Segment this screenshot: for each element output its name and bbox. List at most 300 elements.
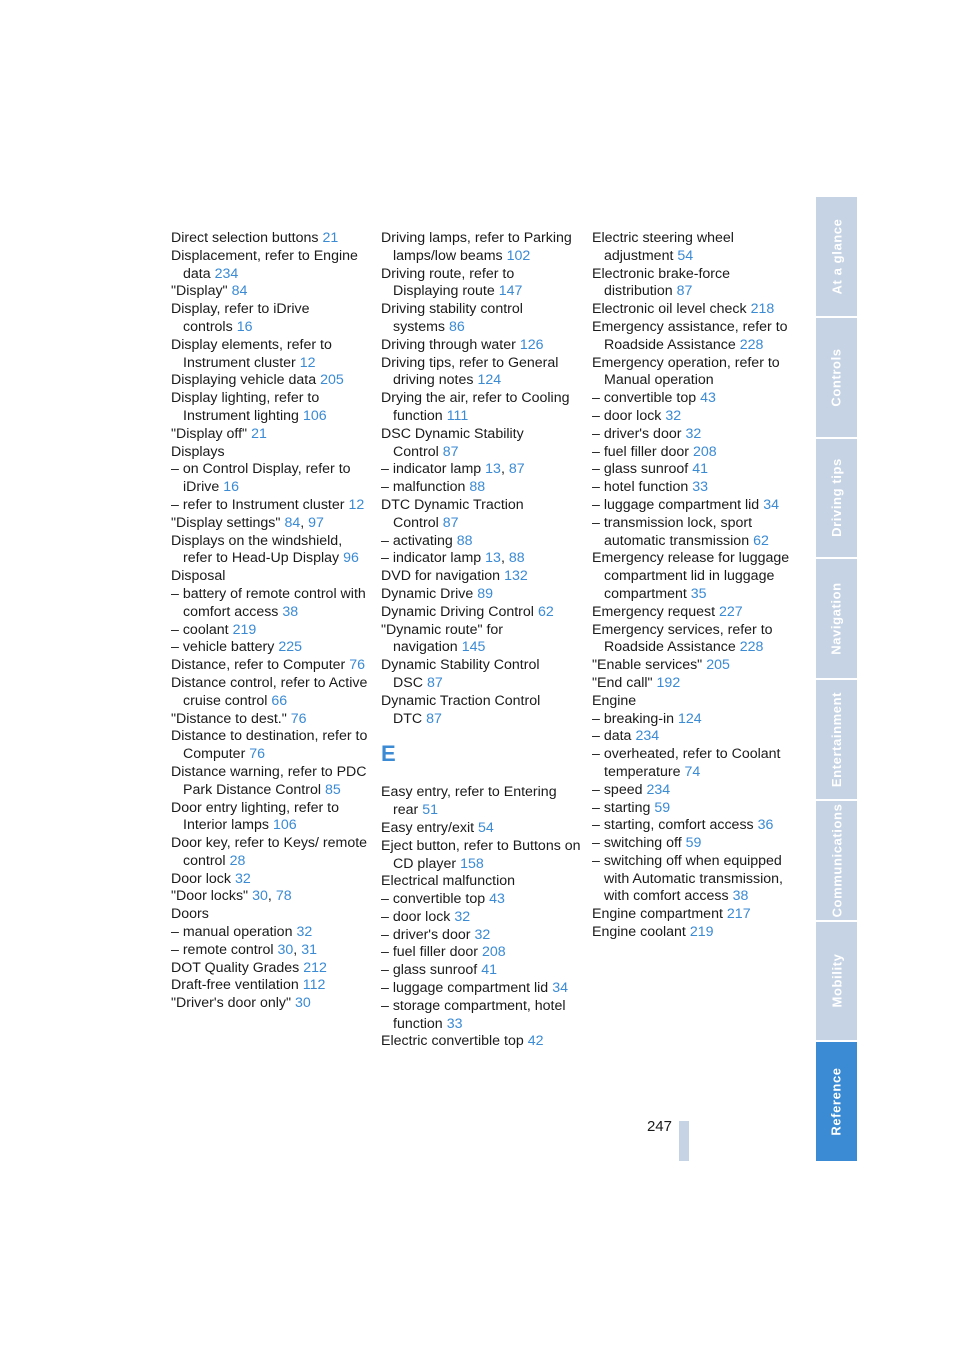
index-entry-text: Electrical malfunction [381, 873, 516, 890]
page-ref-separator: , [267, 888, 272, 905]
section-tab-at-a-glance[interactable] [816, 197, 857, 316]
page-ref-link[interactable]: 43 [489, 891, 505, 908]
page-ref-link[interactable]: 87 [676, 283, 693, 300]
page-ref-link[interactable]: 227 [719, 603, 743, 620]
page-ref-link[interactable]: 87 [442, 514, 459, 531]
index-entry-text: Door lock [171, 870, 231, 887]
index-entry-text: Draft-free ventilation [171, 977, 299, 994]
index-entry [592, 622, 792, 658]
index-entry-text: Driving through water [381, 336, 516, 353]
index-entry-text: – switching off when equipped with Automatic transmission, with comfort access [592, 852, 783, 905]
index-column-2 [381, 230, 581, 1051]
page-ref-link[interactable]: 106 [272, 817, 297, 834]
page-ref-link[interactable]: 30 [295, 995, 311, 1012]
index-entry [592, 675, 792, 693]
page-ref-link[interactable]: 228 [739, 639, 764, 656]
index-entry-text: – hotel function [592, 479, 689, 496]
index-entry-text: Driving stability control systems [381, 301, 523, 335]
index-entry [381, 301, 581, 337]
section-tabs [816, 197, 857, 1161]
index-entry [592, 550, 792, 603]
index-entry-text: Driving tips, refer to General driving notes [381, 354, 559, 389]
index-entry-text: Door entry lighting, refer to Interior lamps [171, 799, 339, 834]
page-ref-link[interactable]: 32 [665, 407, 682, 424]
index-entry-text: Eject button, refer to Buttons on CD player [381, 837, 581, 872]
index-entry [592, 461, 792, 479]
index-entry-text: – starting [592, 799, 651, 816]
index-entry-text: – indicator lamp [381, 550, 482, 567]
index-entry [381, 426, 581, 462]
page-ref-link[interactable]: 205 [706, 657, 730, 674]
index-entry [381, 497, 581, 533]
page-number: 247 [646, 1118, 672, 1135]
index-entry-text: Electronic oil level check [592, 301, 747, 318]
page-ref-link[interactable]: 208 [693, 443, 717, 460]
index-entry-text: Electric convertible top [381, 1033, 524, 1050]
index-entry-text: Driving lamps, refer to Parking lamps/low beams [381, 230, 572, 264]
index-entry [592, 711, 792, 729]
index-entry-text: Distance to destination, refer to Computer [171, 728, 368, 763]
section-tab-label: Controls [829, 348, 844, 407]
index-entry-text: – door lock [381, 908, 451, 925]
page-ref-link[interactable]: 33 [446, 1015, 463, 1032]
page-ref-link[interactable]: 74 [684, 763, 701, 780]
index-entry-text: "Driver's door only" [171, 995, 292, 1012]
index-entry [381, 998, 581, 1034]
index-entry [592, 604, 792, 622]
index-entry [171, 230, 371, 248]
section-tab-label: At a glance [829, 218, 844, 295]
index-entry [381, 550, 581, 568]
page-ref-link[interactable]: 76 [249, 746, 266, 763]
index-entry [381, 355, 581, 391]
section-tab-communications[interactable] [816, 801, 857, 920]
page-ref-link[interactable]: 234 [646, 781, 671, 798]
page-ref-link[interactable]: 33 [692, 479, 709, 496]
page-ref-link[interactable]: 225 [278, 639, 302, 656]
page-ref-separator: , [293, 941, 298, 958]
page-ref-link[interactable]: 31 [301, 941, 318, 958]
section-tab-label: Entertainment [829, 691, 845, 787]
index-entry-text: Emergency operation, refer to Manual operation [592, 354, 780, 389]
index-entry [171, 675, 371, 711]
page-ref-link[interactable]: 192 [656, 674, 681, 691]
page-ref-link[interactable]: 234 [635, 728, 660, 745]
index-entry [381, 980, 581, 998]
index-entry-text: Dynamic Traction Control DTC [381, 692, 541, 727]
index-entry [171, 924, 371, 942]
page-ref-link[interactable]: 59 [654, 799, 671, 816]
index-entry-text: – activating [381, 532, 453, 549]
section-tab-label: Navigation [829, 582, 844, 655]
page-ref-link[interactable]: 16 [236, 318, 253, 335]
index-entry [592, 230, 792, 266]
page-ref-link[interactable]: 126 [519, 336, 544, 353]
index-entry [171, 444, 371, 462]
index-entry-text: – fuel filler door [381, 944, 478, 961]
index-entry [171, 657, 371, 675]
page-ref-link[interactable]: 88 [456, 532, 473, 549]
index-entry [381, 604, 581, 622]
index-entry-text: – fuel filler door [592, 443, 689, 460]
index-entry [171, 906, 371, 924]
index-entry [171, 533, 371, 569]
index-entry-text: – malfunction [381, 479, 466, 496]
index-entry-text: Electric steering wheel adjustment [592, 230, 734, 264]
page-ref-link[interactable]: 13 [485, 461, 501, 478]
index-entry [381, 461, 581, 479]
index-entry-text: – breaking-in [592, 710, 675, 727]
index-entry-text: Display elements, refer to Instrument cluster [171, 336, 332, 371]
page-ref-link[interactable]: 218 [750, 301, 775, 318]
page-ref-link[interactable]: 87 [426, 674, 443, 691]
index-entry-text: – vehicle battery [171, 639, 275, 656]
page-ref-link[interactable]: 234 [214, 265, 239, 282]
index-entry [171, 372, 371, 390]
index-entry-text: "Door locks" [171, 888, 249, 905]
page-ref-link[interactable]: 36 [757, 817, 774, 834]
index-entry-text: – luggage compartment lid [592, 496, 760, 513]
page-ref-link[interactable]: 42 [527, 1033, 544, 1050]
index-entry [381, 944, 581, 962]
index-entry [592, 390, 792, 408]
index-entry-text: "Display off" [171, 425, 248, 442]
page-ref-link[interactable]: 32 [234, 870, 251, 887]
index-entry [381, 820, 581, 838]
index-entry [171, 390, 371, 426]
page-ref-link[interactable]: 32 [474, 926, 491, 943]
index-entry [592, 906, 792, 924]
page-ref-link[interactable]: 66 [271, 692, 288, 709]
page-ref-link[interactable]: 158 [460, 855, 484, 872]
index-entry-text: "End call" [592, 674, 653, 691]
index-entry [171, 977, 371, 995]
section-tab-label: Communications [829, 803, 845, 918]
index-entry [171, 586, 371, 622]
page-ref-link[interactable]: 12 [299, 354, 316, 371]
page-ref-link[interactable]: 76 [290, 710, 307, 727]
page-ref-link[interactable]: 30 [252, 888, 268, 905]
page-ref-link[interactable]: 41 [481, 962, 497, 979]
page-ref-link[interactable]: 51 [422, 802, 439, 819]
page-ref-link[interactable]: 228 [739, 336, 764, 353]
page-ref-link[interactable]: 41 [692, 461, 708, 478]
index-entry-text: – glass sunroof [592, 461, 689, 478]
index-entry [592, 800, 792, 818]
index-entry [381, 533, 581, 551]
page-ref-link[interactable]: 76 [349, 657, 366, 674]
page-ref-link[interactable]: 87 [442, 443, 459, 460]
index-entry [171, 942, 371, 960]
index-entry-text: Doors [171, 906, 209, 923]
page-ref-link[interactable]: 62 [537, 603, 554, 620]
page-ref-link[interactable]: 205 [320, 372, 344, 389]
index-entry-text: Direct selection buttons [171, 230, 319, 246]
index-entry-text: – coolant [171, 621, 229, 638]
index-entry [592, 657, 792, 675]
index-entry [592, 515, 792, 551]
page-ref-link[interactable]: 78 [275, 888, 292, 905]
page-ref-link[interactable]: 21 [322, 230, 339, 246]
page-ref-link[interactable]: 84 [231, 283, 248, 300]
index-entry [381, 962, 581, 980]
index-entry [381, 622, 581, 658]
page-ref-link[interactable]: 124 [477, 372, 502, 389]
index-entry-text: Emergency release for luggage compartment lid in luggage compartment [592, 550, 790, 602]
index-entry [381, 1033, 581, 1051]
index-entry [171, 568, 371, 586]
index-entry-text: – indicator lamp [381, 461, 482, 478]
index-entry [171, 301, 371, 337]
section-tab-label: Driving tips [829, 458, 844, 538]
index-entry [171, 888, 371, 906]
page-ref-link[interactable]: 96 [343, 550, 359, 567]
index-entry [171, 622, 371, 640]
index-entry-text: – driver's door [592, 425, 682, 442]
index-entry-text: Displacement, refer to Engine data [171, 247, 358, 282]
index-column-1 [171, 230, 371, 1013]
section-tab-navigation[interactable] [816, 559, 857, 678]
page-ref-link[interactable]: 32 [296, 924, 313, 941]
index-entry-text: "Enable services" [592, 657, 703, 674]
index-entry [171, 248, 371, 284]
index-entry-text: – glass sunroof [381, 962, 478, 979]
index-entry-text: Displaying vehicle data [171, 372, 317, 389]
page-ref-link[interactable]: 12 [348, 496, 365, 513]
index-entry [592, 817, 792, 835]
page-ref-link[interactable]: 34 [763, 496, 779, 513]
index-entry [171, 995, 371, 1013]
page-ref-link[interactable]: 145 [461, 639, 486, 656]
index-entry-text: "Distance to dest." [171, 710, 287, 727]
page-ref-link[interactable]: 217 [726, 906, 751, 923]
page-ref-link[interactable]: 34 [552, 980, 568, 997]
index-entry-text: – convertible top [592, 390, 697, 407]
index-entry [171, 960, 371, 978]
page-ref-link[interactable]: 38 [732, 888, 749, 905]
page-ref-link[interactable]: 147 [498, 283, 523, 300]
index-entry [381, 693, 581, 729]
index-entry [592, 924, 792, 942]
page-ref-link[interactable]: 30 [277, 941, 294, 958]
index-entry-text: – switching off [592, 835, 682, 852]
index-entry-text: Distance, refer to Computer [171, 657, 346, 674]
section-tab-entertainment[interactable] [816, 680, 857, 799]
index-entry [592, 693, 792, 711]
page-ref-link[interactable]: 32 [685, 425, 702, 442]
index-entry [592, 728, 792, 746]
index-entry-text: Displays [171, 443, 225, 460]
index-entry [171, 871, 371, 889]
index-entry-text: DVD for navigation [381, 568, 501, 585]
index-entry-text: – luggage compartment lid [381, 980, 549, 997]
index-entry-text: – convertible top [381, 891, 486, 908]
page-ref-link[interactable]: 35 [690, 585, 707, 602]
page-number-bar [679, 1121, 689, 1161]
index-entry [381, 230, 581, 266]
index-entry [592, 426, 792, 444]
index-entry [171, 800, 371, 836]
index-entry-text: Engine compartment [592, 906, 723, 923]
page-ref-link[interactable]: 59 [685, 835, 702, 852]
index-entry [171, 764, 371, 800]
index-entry-text: – remote control [171, 941, 274, 958]
section-tab-label: Mobility [829, 953, 844, 1008]
index-entry-text: Displays on the windshield, refer to Head-Up Display [171, 532, 343, 567]
index-entry-text: Disposal [171, 568, 226, 585]
index-entry-text: Dynamic Drive [381, 585, 474, 602]
index-entry-text: Engine coolant [592, 924, 686, 941]
page-ref-link[interactable]: 219 [689, 924, 714, 941]
page-ref-link[interactable]: 106 [302, 407, 327, 424]
page-ref-link[interactable]: 84 [284, 514, 301, 531]
page-ref-separator: , [300, 514, 305, 531]
index-entry [171, 639, 371, 657]
page-ref-link[interactable]: 62 [753, 532, 769, 549]
page-ref-separator: , [500, 550, 505, 567]
page-ref-separator: , [500, 461, 505, 478]
index-entry [381, 337, 581, 355]
index-entry [381, 657, 581, 693]
page-ref-link[interactable]: 16 [223, 479, 240, 496]
page-ref-link[interactable]: 43 [700, 390, 716, 407]
page-ref-link[interactable]: 97 [308, 514, 324, 531]
page-ref-link[interactable]: 132 [504, 568, 528, 585]
index-entry-text: Distance warning, refer to PDC Park Distance Control [171, 763, 367, 798]
page-ref-link[interactable]: 212 [303, 959, 327, 976]
index-entry-text: – door lock [592, 407, 662, 424]
index-entry [171, 426, 371, 444]
page-ref-link[interactable]: 111 [446, 407, 469, 424]
index-entry [381, 891, 581, 909]
index-entry-text: Display lighting, refer to Instrument lighting [171, 390, 320, 424]
index-entry [592, 479, 792, 497]
index-entry-text: – refer to Instrument cluster [171, 496, 345, 513]
index-entry [381, 479, 581, 497]
page-ref-link[interactable]: 21 [251, 425, 267, 442]
page-ref-link[interactable]: 87 [508, 461, 525, 478]
section-tab-driving-tips[interactable] [816, 439, 857, 558]
page-ref-link[interactable]: 112 [302, 977, 326, 994]
index-entry-text: DOT Quality Grades [171, 959, 300, 976]
index-entry-text: Engine [592, 692, 637, 709]
index-entry [592, 746, 792, 782]
index-entry-text: – on Control Display, refer to iDrive [171, 461, 351, 496]
section-tab-reference[interactable] [816, 1042, 857, 1161]
index-entry [592, 853, 792, 906]
index-entry-text: Display, refer to iDrive controls [171, 301, 310, 335]
page-ref-link[interactable]: 28 [229, 852, 246, 869]
index-entry [381, 873, 581, 891]
index-entry-text: – driver's door [381, 926, 471, 943]
index-entry [381, 784, 581, 820]
index-entry [592, 319, 792, 355]
index-entry [171, 461, 371, 497]
index-entry [592, 301, 792, 319]
page-ref-link[interactable]: 86 [449, 318, 465, 335]
index-entry [171, 835, 371, 871]
section-tab-mobility[interactable] [816, 922, 857, 1041]
index-entry [381, 838, 581, 874]
page-ref-link[interactable]: 219 [232, 621, 257, 638]
index-entry-text: – transmission lock, sport automatic transmission [592, 514, 753, 549]
index-entry [592, 497, 792, 515]
index-entry-text: Driving route, refer to Displaying route [381, 265, 515, 300]
index-entry [171, 497, 371, 515]
index-entry-text: DSC Dynamic Stability Control [381, 425, 524, 460]
index-letter-heading: E [381, 741, 396, 767]
section-tab-controls[interactable] [816, 318, 857, 437]
index-entry-text: – starting, comfort access [592, 817, 754, 834]
index-entry [381, 568, 581, 586]
index-entry-text: Emergency request [592, 603, 716, 620]
index-entry [592, 835, 792, 853]
index-entry [381, 909, 581, 927]
page-ref-link[interactable]: 124 [678, 710, 702, 727]
index-entry [381, 927, 581, 945]
index-entry-text: Dynamic Stability Control DSC [381, 657, 540, 691]
index-entry [381, 390, 581, 426]
page-ref-link[interactable]: 32 [454, 908, 471, 925]
index-entry [592, 782, 792, 800]
index-entry-text: Emergency services, refer to Roadside Assistance [592, 621, 773, 656]
index-entry [381, 586, 581, 604]
index-entry-text: Distance control, refer to Active cruise control [171, 674, 368, 709]
index-entry [592, 355, 792, 391]
section-tab-label: Reference [829, 1067, 844, 1136]
index-entry [381, 266, 581, 302]
index-entry-text: – overheated, refer to Coolant temperature [592, 746, 781, 780]
index-entry-text: Dynamic Driving Control [381, 603, 534, 620]
index-entry-text: "Dynamic route" for navigation [381, 621, 504, 656]
index-column-3 [592, 230, 792, 942]
page-ref-link[interactable]: 208 [482, 944, 506, 961]
page-ref-link[interactable]: 54 [478, 819, 494, 836]
index-entry [171, 283, 371, 301]
page-ref-link[interactable]: 88 [508, 550, 525, 567]
index-entry-text: Easy entry, refer to Entering rear [381, 784, 557, 819]
index-entry-text: "Display" [171, 283, 228, 300]
index-entry-text: Easy entry/exit [381, 819, 475, 836]
index-entry [171, 711, 371, 729]
page-ref-link[interactable]: 89 [477, 585, 494, 602]
page-ref-link[interactable]: 13 [485, 550, 501, 567]
index-entry-text: DTC Dynamic Traction Control [381, 496, 524, 531]
index-entry-text: – manual operation [171, 924, 293, 941]
page-ref-link[interactable]: 88 [469, 479, 486, 496]
index-entry-text: – storage compartment, hotel function [381, 997, 566, 1032]
index-entry [592, 444, 792, 462]
page-ref-link[interactable]: 102 [506, 247, 531, 264]
page-ref-link[interactable]: 87 [426, 710, 442, 727]
index-entry [592, 408, 792, 426]
index-entry [592, 266, 792, 302]
index-entry-text: – battery of remote control with comfort access [171, 585, 366, 620]
page-ref-link[interactable]: 54 [677, 247, 694, 264]
index-entry [171, 337, 371, 373]
index-entry-text: Drying the air, refer to Cooling function [381, 390, 570, 424]
index-entry-text: Emergency assistance, refer to Roadside Assistance [592, 318, 788, 353]
index-entry-text: – data [592, 728, 632, 745]
index-entry-text: "Display settings" [171, 514, 281, 531]
index-entry-text: – speed [592, 781, 643, 798]
index-entry [171, 515, 371, 533]
page-ref-link[interactable]: 85 [325, 781, 341, 798]
page-ref-link[interactable]: 38 [282, 603, 299, 620]
index-entry-text: Door key, refer to Keys/ remote control [171, 835, 368, 869]
index-entry [171, 728, 371, 764]
index-entry-text: Electronic brake-force distribution [592, 265, 730, 300]
